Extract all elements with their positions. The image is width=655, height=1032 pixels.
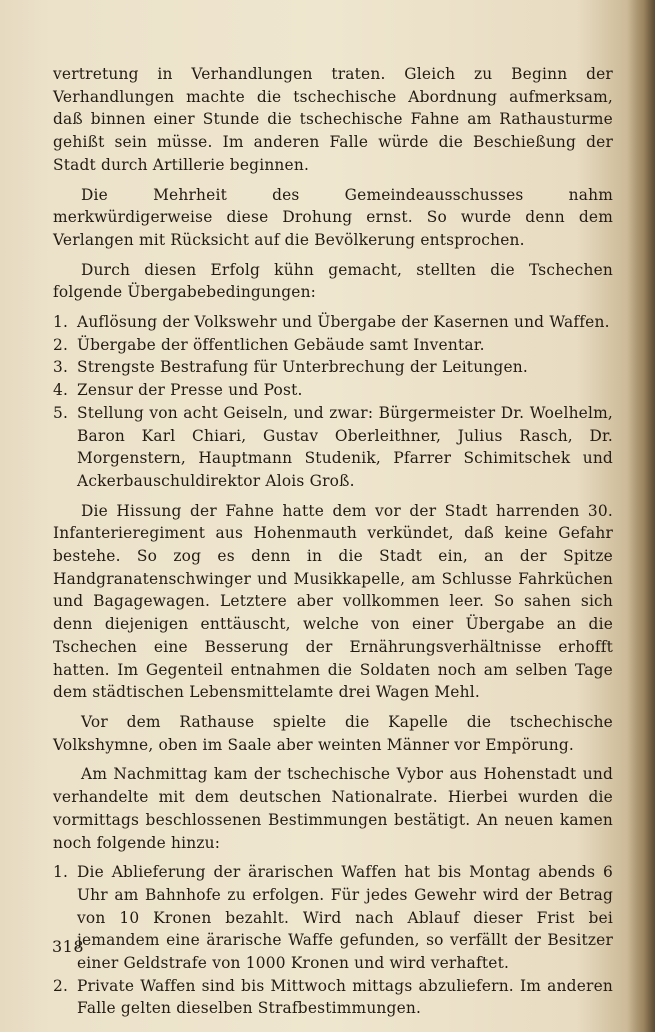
paragraph: Die Hissung der Fahne hatte dem vor der Stadt harrenden 30. Infanterieregiment aus Hohenmauth verkündet, daß keine Gefahr bestehe. So zog es denn in die Stadt ein, an der Spitze Handgranatenschwinger und Musikkapelle, am Schlusse Fahrküchen und Bagagewagen. Letztere aber vollkommen leer. So sahen sich denn diejenigen enttäuscht, welche von einer Übergabe an die Tschechen eine Besserung der Ernährungsverhältnisse erhofft hatten. Im Gegenteil entnahmen die Soldaten noch am selben Tage dem städtischen Lebensmittelamte drei Wagen Mehl.	[53, 501, 613, 702]
list-item	[53, 334, 613, 357]
list-number: 5.	[53, 403, 69, 422]
page-number: 318	[52, 937, 85, 956]
list-number: 1.	[53, 313, 69, 332]
list-text: Strengste Bestrafung für Unterbrechung der Leitungen.	[77, 358, 528, 377]
list-text: Private Waffen sind bis Mittwoch mittags abzuliefern. Im anderen Falle gelten dieselben Strafbestimmungen.	[77, 976, 613, 1018]
list-text: Auflösung der Volkswehr und Übergabe der Kasernen und Waffen.	[77, 313, 610, 332]
list-number: 3.	[53, 358, 69, 377]
paragraph: Am Nachmittag kam der tschechische Vybor aus Hohenstadt und verhandelte mit dem deutschen Nationalrate. Hierbei wurden die vormittags beschlossenen Bestimmungen bestätigt. An neuen kamen noch folgende hinzu:	[53, 765, 613, 852]
paragraph: vertretung in Verhandlungen traten. Gleich zu Beginn der Verhandlungen machte die tschechische Abordnung aufmerksam, daß binnen einer Stunde die tschechische Fahne am Rathausturme gehißt sein müsse. Im anderen Falle würde die Beschießung der Stadt durch Artillerie beginnen.	[53, 65, 613, 174]
paragraph: Durch diesen Erfolg kühn gemacht, stellten die Tschechen folgende Übergabebedingungen:	[53, 260, 613, 302]
list-item	[53, 311, 613, 334]
body-text	[53, 63, 613, 1027]
conditions-list	[53, 311, 613, 493]
list-text: Die Ablieferung der ärarischen Waffen hat bis Montag abends 6 Uhr am Bahnhofe zu erfolgen. Für jedes Gewehr wird der Betrag von 10 Kronen bezahlt. Wird nach Ablauf dieser Frist bei jemandem eine ärarische Waffe gefunden, so verfällt der Besitzer einer Geldstrafe von 1000 Kronen und wird verhaftet.	[77, 863, 613, 973]
additions-list	[53, 861, 613, 1020]
list-text: Zensur der Presse und Post.	[77, 381, 303, 400]
list-item	[53, 975, 613, 1020]
paragraph: Die Mehrheit des Gemeindeausschusses nahm merkwürdigerweise diese Drohung ernst. So wurde denn dem Verlangen mit Rücksicht auf die Bevölkerung entsprochen.	[53, 185, 613, 249]
list-number: 2.	[53, 976, 69, 995]
list-item	[53, 379, 613, 402]
list-text: Stellung von acht Geiseln, und zwar: Bürgermeister Dr. Woelhelm, Baron Karl Chiari, Gustav Oberleithner, Julius Rasch, Dr. Morgenstern, Hauptmann Studenik, Pfarrer Schimitschek und Ackerbauschuldirektor Alois Groß.	[77, 403, 613, 490]
list-number: 1.	[53, 863, 69, 882]
list-item	[53, 861, 613, 975]
paragraph: Vor dem Rathause spielte die Kapelle die tschechische Volkshymne, oben im Saale aber weinten Männer vor Empörung.	[53, 712, 613, 754]
page-gutter-shadow	[627, 0, 655, 1032]
list-number: 4.	[53, 381, 69, 400]
list-item	[53, 402, 613, 493]
list-number: 2.	[53, 335, 69, 354]
list-text: Übergabe der öffentlichen Gebäude samt Inventar.	[77, 335, 485, 354]
list-item	[53, 356, 613, 379]
